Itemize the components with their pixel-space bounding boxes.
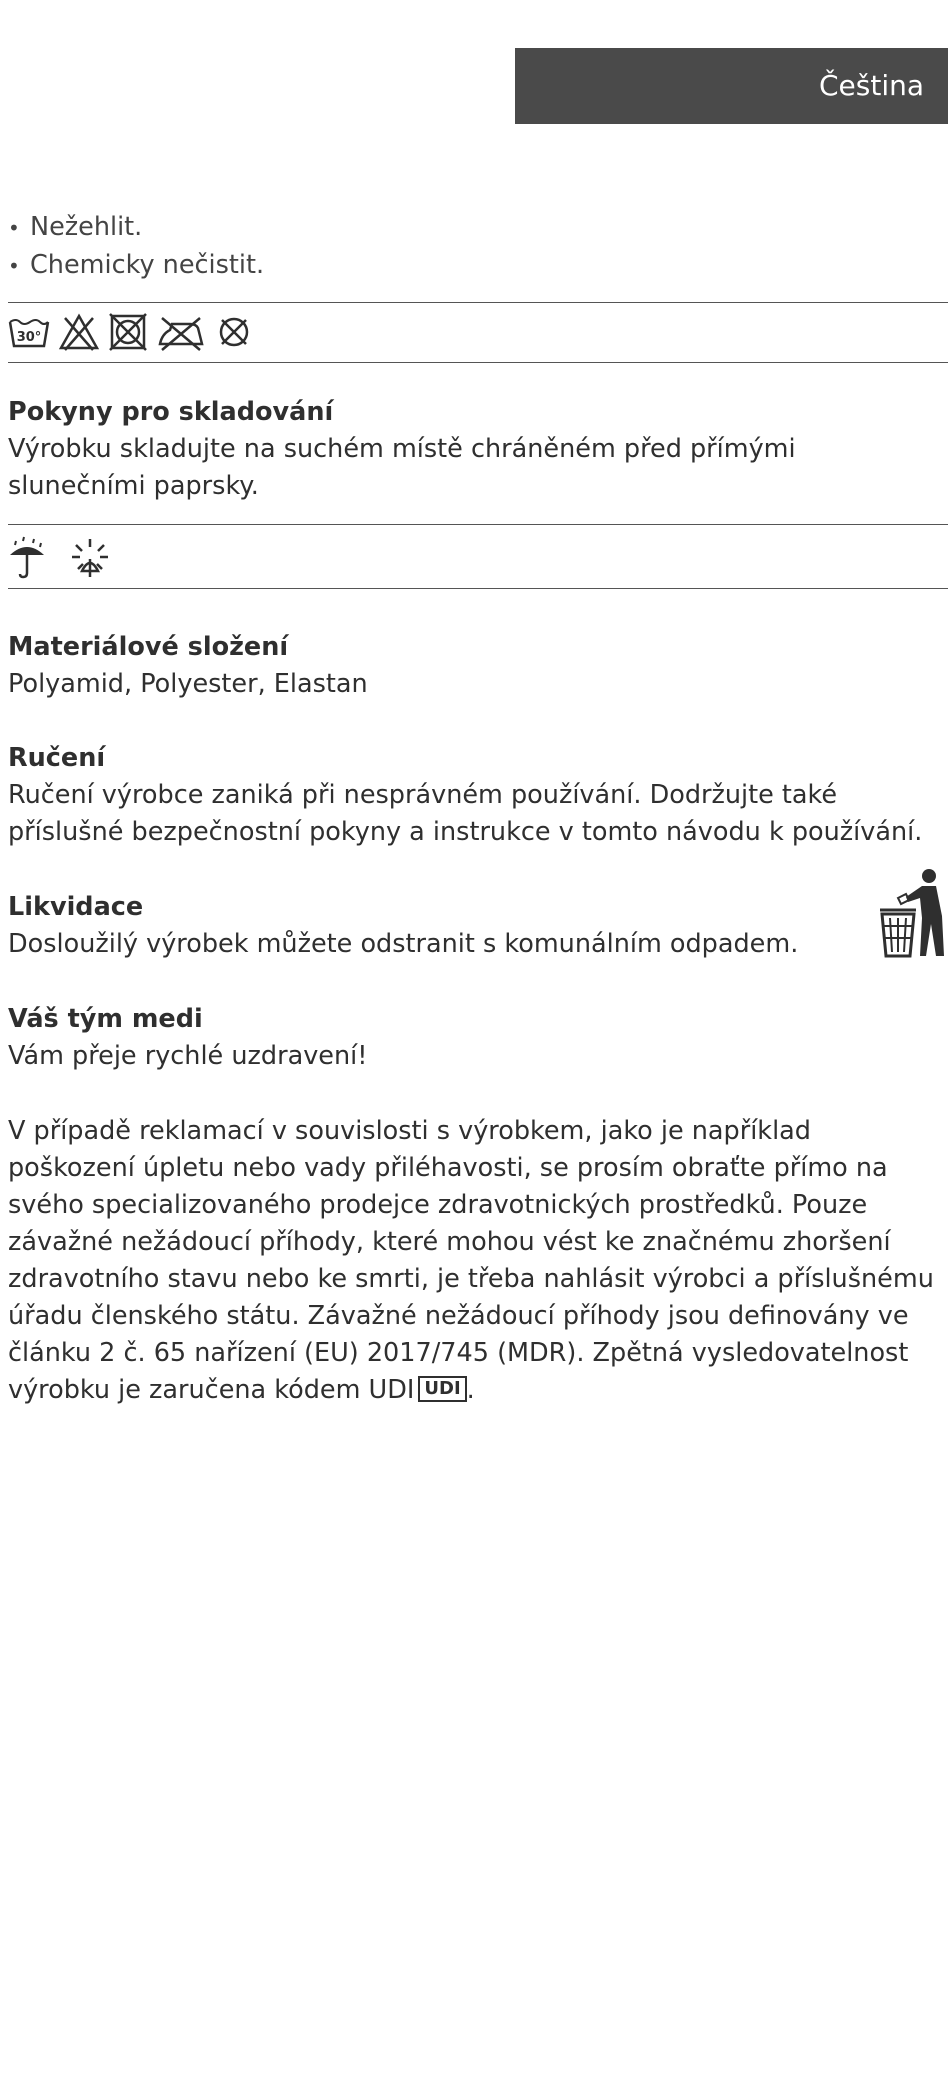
language-label: Čeština — [515, 48, 948, 124]
no-tumble-dry-icon — [108, 312, 148, 352]
divider — [8, 524, 948, 525]
material-heading: Materiálové složení — [8, 632, 289, 662]
wash-30-icon — [8, 312, 50, 352]
list-item — [8, 247, 264, 285]
disposal-heading: Likvidace — [8, 892, 144, 922]
tidy-man-bin-icon — [876, 868, 946, 958]
complaints-section — [8, 1113, 938, 1409]
storage-section — [8, 394, 938, 505]
wash-temp-label: 30° — [16, 330, 42, 345]
storage-text: Výrobku skladujte na suchém místě chráněném před přímými slunečními paprsky. — [8, 434, 796, 501]
complaints-end: . — [466, 1375, 475, 1405]
storage-heading: Pokyny pro skladování — [8, 397, 334, 427]
no-iron-icon — [156, 312, 206, 352]
bullet-icon: • — [8, 254, 20, 278]
bullet-icon: • — [8, 216, 20, 240]
complaints-paragraph — [8, 1113, 938, 1409]
udi-badge: UDI — [418, 1376, 466, 1402]
team-heading: Váš tým medi — [8, 1004, 203, 1034]
divider — [8, 362, 948, 363]
keep-away-from-sunlight-icon — [68, 535, 112, 579]
list-item-text: Chemicky nečistit. — [30, 250, 265, 280]
list-item-text: Nežehlit. — [30, 212, 143, 242]
disposal-section — [8, 889, 868, 963]
keep-dry-umbrella-icon — [8, 535, 46, 579]
divider — [8, 588, 948, 589]
liability-heading: Ručení — [8, 743, 106, 773]
team-text: Vám přeje rychlé uzdravení! — [8, 1041, 368, 1071]
complaints-text: V případě reklamací v souvislosti s výrobkem, jako je například poškození úpletu nebo vady přiléhavosti, se prosím obraťte přímo na svého specializovaného prodejce zdravotnických prostředků. Pouze závažné nežádoucí příhody, které mohou vést ke značnému zhoršení zdravotního stavu nebo ke smrti, je třeba nahlásit výrobci a příslušnému úřadu členského státu. Závažné nežádoucí příhody jsou definovány ve článku 2 č. 65 nařízení (EU) 2017/745 (MDR). Zpětná vysledovatelnost výrobku je zaručena kódem UDI — [8, 1116, 934, 1405]
list-item — [8, 209, 264, 247]
disposal-text: Dosloužilý výrobek můžete odstranit s komunálním odpadem. — [8, 929, 799, 959]
care-symbols-row — [8, 312, 254, 352]
care-bullet-list — [8, 209, 264, 285]
divider — [8, 302, 948, 303]
material-section — [8, 629, 938, 703]
liability-text: Ručení výrobce zaniká při nesprávném používání. Dodržujte také příslušné bezpečnostní pokyny a instrukce v tomto návodu k používání. — [8, 780, 923, 847]
liability-section — [8, 740, 938, 851]
material-text: Polyamid, Polyester, Elastan — [8, 669, 368, 699]
team-section — [8, 1001, 938, 1075]
storage-symbols-row — [8, 535, 112, 579]
no-bleach-icon — [58, 312, 100, 352]
no-dry-clean-icon — [214, 312, 254, 352]
